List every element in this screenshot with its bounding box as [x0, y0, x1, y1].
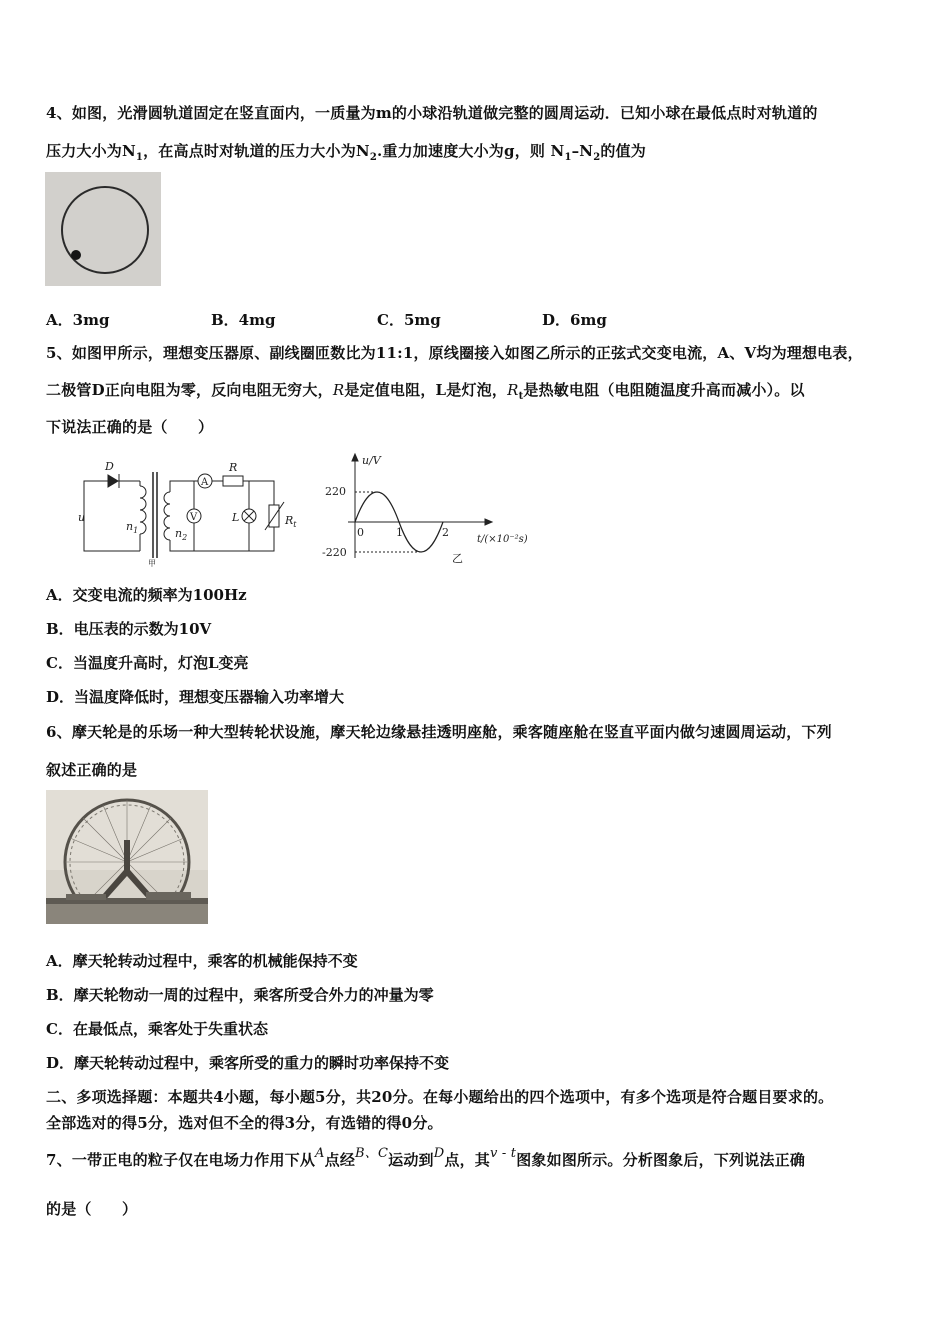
q5-option-a: A．交变电流的频率为100Hz — [46, 586, 247, 604]
q5-option-d: D．当温度降低时，理想变压器输入功率增大 — [46, 688, 345, 706]
q4-option-a: A．3mg — [46, 311, 110, 329]
q4-option-d: D．6mg — [542, 311, 607, 329]
q4-sub: 1 — [564, 152, 572, 163]
voltmeter-label: V — [190, 512, 198, 523]
q5-option-c: C．当温度升高时，灯泡L变亮 — [46, 654, 249, 672]
q6-option-c: C．在最低点，乘客处于失重状态 — [46, 1020, 268, 1038]
q6-option-b: B．摩天轮物动一周的过程中，乘客所受合外力的冲量为零 — [46, 986, 434, 1004]
q5-line1: 5、如图甲所示，理想变压器原、副线圈匝数比为11:1，原线圈接入如图乙所示的正弦式交变电流，A、V均为理想电表， — [46, 344, 863, 362]
q7-point-d: D — [433, 1146, 445, 1161]
q7-text: 7、一带正电的粒子仅在电场力作用下从 — [46, 1151, 316, 1169]
resistor-label: R — [229, 461, 238, 474]
q5-text: 是定值电阻，L是灯泡， — [344, 381, 508, 399]
q4-line1: 4、如图，光滑圆轨道固定在竖直面内，一质量为m的小球沿轨道做完整的圆周运动．已知小球在最低点时对轨道的 — [46, 104, 818, 122]
q7-line1 — [46, 1146, 806, 1170]
q5-option-b: B．电压表的示数为10V — [46, 620, 212, 638]
q7-text: 点经 — [324, 1151, 356, 1169]
circular-track-photo — [45, 172, 161, 286]
figure-jia-label: 甲 — [148, 559, 156, 568]
q4-sub: 2 — [369, 152, 377, 163]
q5-R: R — [332, 381, 345, 399]
q4-option-c: C．5mg — [377, 311, 441, 329]
section2-line1: 二、多项选择题：本题共4小题，每小题5分，共20分。在每小题给出的四个选项中，有多个选项是符合题目要求的。 — [46, 1088, 834, 1106]
q7-points-bc: B、C — [355, 1146, 389, 1161]
q4-sub: 1 — [135, 152, 144, 163]
q7-text: 运动到 — [388, 1151, 434, 1169]
graph-tick-1: 1 — [396, 526, 403, 539]
ferris-wheel-photo — [46, 790, 208, 924]
q5-Rt: R — [507, 381, 519, 399]
q5-line2 — [46, 379, 805, 402]
q5-sub: t — [518, 391, 524, 402]
n2-label: $n_2$ — [175, 527, 188, 542]
q7-point-a: A — [315, 1146, 325, 1161]
q7-line2: 的是（ ） — [46, 1200, 138, 1218]
q6-option-a: A．摩天轮转动过程中，乘客的机械能保持不变 — [46, 952, 358, 970]
q4-option-b: B．4mg — [211, 311, 276, 329]
q4-text: –N — [571, 142, 594, 160]
ac-voltage-graph — [318, 450, 538, 570]
lamp-label: L — [232, 511, 240, 524]
graph-tick-2: 2 — [442, 526, 449, 539]
diode-label: D — [105, 460, 114, 473]
q6-line1: 6、摩天轮是的乐场一种大型转轮状设施，摩天轮边缘悬挂透明座舱，乘客随座舱在竖直平面内做匀速圆周运动，下列 — [46, 723, 832, 741]
q6-line2: 叙述正确的是 — [46, 761, 138, 779]
q4-text: .重力加速度大小为g，则 N — [376, 142, 565, 160]
figure-yi-label: 乙 — [452, 552, 463, 565]
graph-ylabel: u/V — [362, 454, 381, 467]
ammeter-label: A — [201, 477, 209, 488]
q7-text: 点，其 — [444, 1151, 490, 1169]
q4-line2 — [46, 140, 646, 163]
section2-line2: 全部选对的得5分，选对但不全的得3分，有选错的得0分。 — [46, 1114, 443, 1132]
q7-text: 图象如图所示。分析图象后，下列说法正确 — [516, 1151, 806, 1169]
q4-text: 压力大小为N — [46, 142, 136, 160]
n1-label: $n_1$ — [126, 520, 139, 535]
q6-option-d: D．摩天轮转动过程中，乘客所受的重力的瞬时功率保持不变 — [46, 1054, 450, 1072]
q4-text: ，在高点时对轨道的压力大小为N — [143, 142, 370, 160]
transformer-circuit-diagram — [74, 458, 314, 570]
q5-text: 二极管D正向电阻为零，反向电阻无穷大， — [46, 381, 333, 399]
q4-sub: 2 — [593, 152, 601, 163]
q4-text: 的值为 — [600, 142, 647, 160]
thermistor-label: $R_t$ — [285, 514, 297, 529]
graph-ymax: 220 — [325, 485, 346, 498]
q5-text: 是热敏电阻（电阻随温度升高而减小）。以 — [523, 381, 805, 399]
graph-xlabel: t/(×10⁻²s) — [477, 534, 528, 545]
u-label: u — [78, 511, 86, 524]
q7-vt: v - t — [490, 1146, 517, 1161]
graph-ymin: -220 — [322, 546, 347, 559]
graph-tick-0: 0 — [357, 526, 364, 539]
q5-line3: 下说法正确的是（ ） — [46, 418, 214, 436]
